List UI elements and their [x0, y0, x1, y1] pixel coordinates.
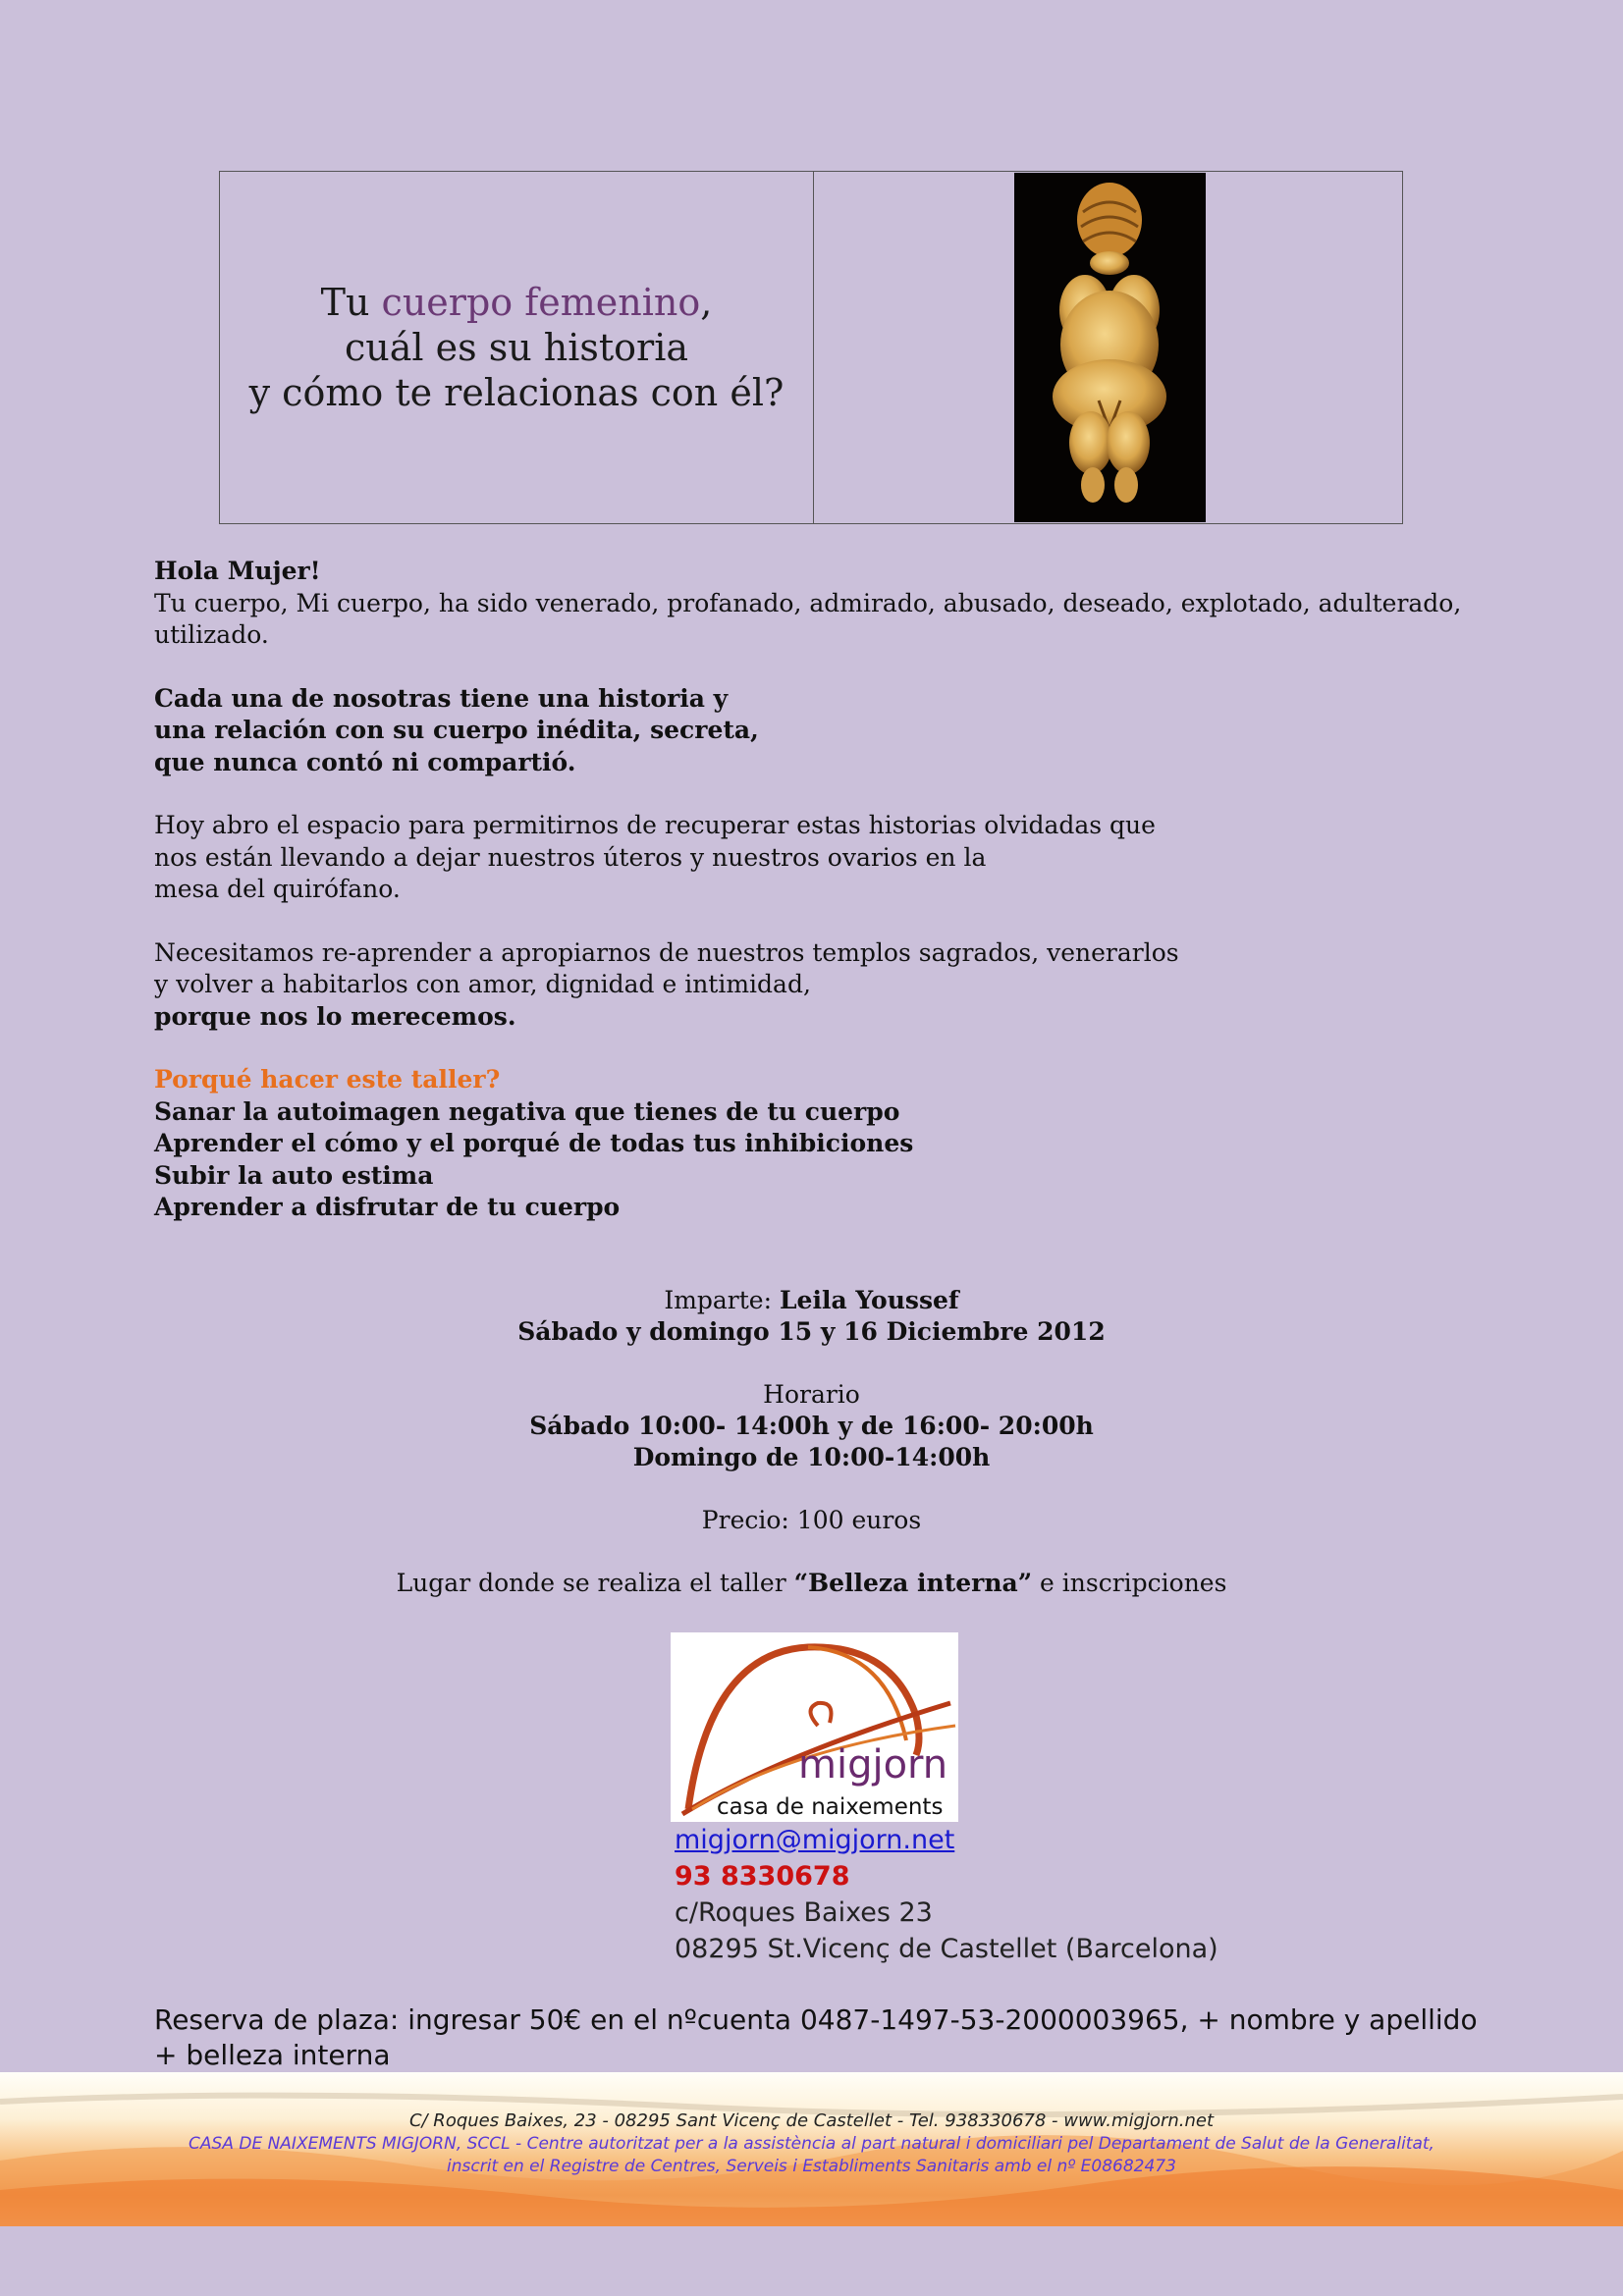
reservation-text: : ingresar 50€ en el nºcuenta 0487-1497-53-2000003965, + nombre y apellido + belleza interna: [154, 2003, 1478, 2071]
why-item: Aprender el cómo y el porqué de todas tus inhibiciones: [154, 1129, 914, 1157]
reservation-note: [154, 2002, 1489, 2073]
email-link[interactable]: migjorn@migjorn.net: [675, 1825, 955, 1855]
address-line: 08295 St.Vicenç de Castellet (Barcelona): [675, 1934, 1218, 1964]
instructor-name: Leila Youssef: [779, 1286, 959, 1314]
para2-line: Hoy abro el espacio para permitirnos de recuperar estas historias olvidadas que: [154, 811, 1156, 839]
svg-text:casa de naixements: casa de naixements: [717, 1794, 944, 1820]
venus-figurine-image: [1014, 173, 1206, 522]
para1-line: que nunca contó ni compartió.: [154, 747, 576, 776]
footer-banner: [0, 2072, 1623, 2226]
title-accent: cuerpo femenino: [381, 281, 701, 324]
page-title: Tu cuerpo femenino, cuál es su historia y cómo te relacionas con él?: [248, 281, 784, 414]
header-box: [219, 171, 1403, 524]
why-item: Subir la auto estima: [154, 1160, 434, 1190]
body-text: [154, 556, 1470, 1224]
footer-registry: inscrit en el Registre de Centres, Serveis i Establiments Sanitaris amb el nº E08682473: [447, 2157, 1176, 2176]
reservation-label: Reserva de plaza: [154, 2003, 390, 2036]
location-name: “Belleza interna”: [793, 1569, 1033, 1597]
schedule-label: Horario: [763, 1380, 860, 1409]
para2-line: mesa del quirófano.: [154, 875, 401, 903]
schedule-sunday: Domingo de 10:00-14:00h: [632, 1443, 991, 1471]
why-item: Sanar la autoimagen negativa que tienes de tu cuerpo: [154, 1096, 900, 1126]
para3-line: y volver a habitarlos con amor, dignidad e intimidad,: [154, 970, 811, 998]
location-line: Lugar donde se realiza el taller “Belleza interna” e inscripciones: [396, 1569, 1227, 1597]
address-line: c/Roques Baixes 23: [675, 1897, 933, 1928]
footer-authorization: CASA DE NAIXEMENTS MIGJORN, SCCL - Centre autoritzat per a la assistència al part natural i domiciliari pel Departament de Salut de la Generalitat,: [189, 2134, 1434, 2154]
why-heading: Porqué hacer este taller?: [154, 1065, 501, 1094]
para3-line: Necesitamos re-aprender a apropiarnos de nuestros templos sagrados, venerarlos: [154, 937, 1179, 967]
intro-paragraph: Tu cuerpo, Mi cuerpo, ha sido venerado, profanado, admirado, abusado, deseado, explotado, adulterado, utilizado.: [154, 588, 1462, 649]
greeting: Hola Mujer!: [154, 557, 321, 585]
phone-number: 93 8330678: [675, 1861, 850, 1892]
workshop-dates: Sábado y domingo 15 y 16 Diciembre 2012: [517, 1317, 1106, 1346]
footer-address: C/ Roques Baixes, 23 - 08295 Sant Vicenç de Castellet - Tel. 938330678 - www.migjorn.net: [408, 2110, 1215, 2131]
para2-line: nos están llevando a dejar nuestros úteros y nuestros ovarios en la: [154, 842, 987, 872]
footer-text: [0, 2109, 1623, 2178]
instructor-line: Imparte: Leila Youssef: [664, 1286, 959, 1314]
header-title-cell: [220, 172, 814, 523]
svg-text:migjorn: migjorn: [798, 1742, 948, 1788]
price: Precio: 100 euros: [701, 1506, 922, 1534]
why-item: Aprender a disfrutar de tu cuerpo: [154, 1193, 621, 1221]
para3-line: porque nos lo merecemos.: [154, 1001, 516, 1031]
para1-line: una relación con su cuerpo inédita, secreta,: [154, 716, 759, 744]
migjorn-logo: [671, 1632, 958, 1822]
para1-line: Cada una de nosotras tiene una historia y: [154, 683, 729, 713]
schedule-saturday: Sábado 10:00- 14:00h y de 16:00- 20:00h: [529, 1412, 1094, 1440]
contact-block: [675, 1822, 1218, 1967]
header-image-cell: [814, 172, 1402, 523]
